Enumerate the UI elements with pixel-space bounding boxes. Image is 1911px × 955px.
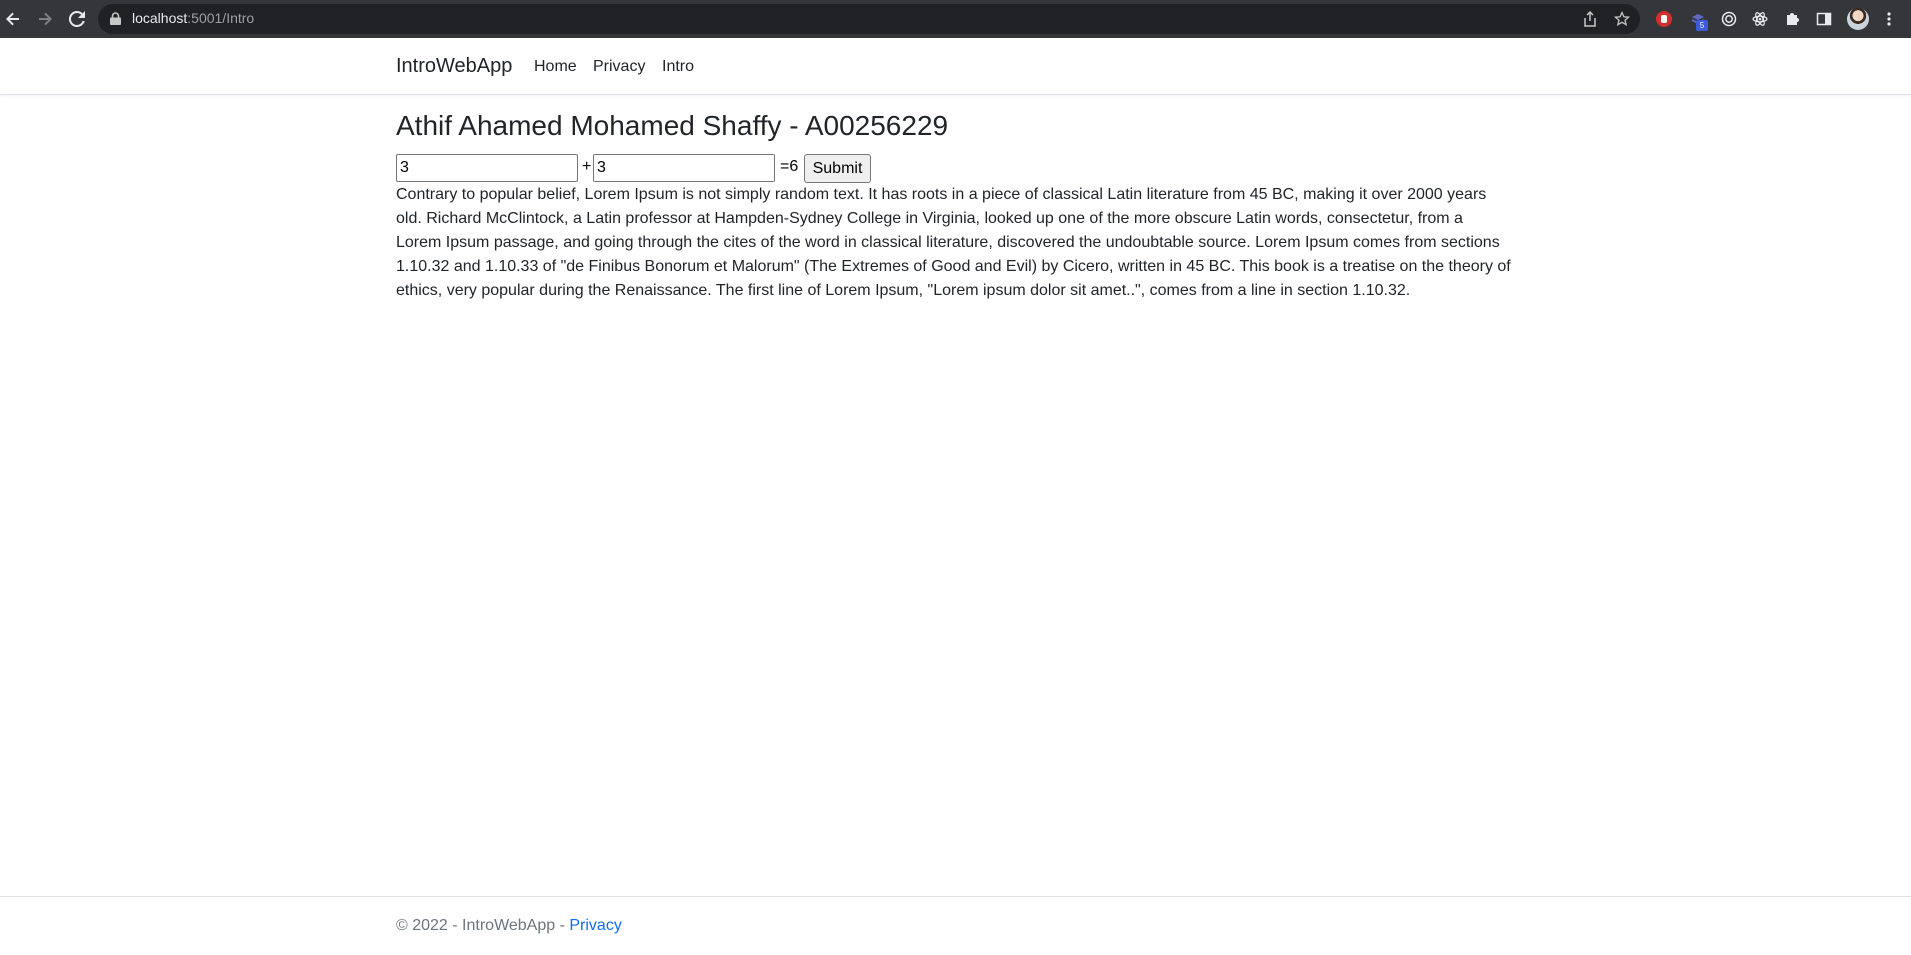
app-navbar: [0, 38, 1911, 95]
puzzle-icon[interactable]: [1782, 9, 1802, 29]
back-icon[interactable]: [0, 6, 26, 32]
sum-result: =6: [780, 158, 799, 175]
forward-icon[interactable]: [32, 6, 58, 32]
nav-link-intro[interactable]: Intro: [662, 58, 695, 75]
footer-privacy-link[interactable]: Privacy: [569, 917, 622, 934]
first-number-input[interactable]: [396, 154, 578, 182]
address-bar[interactable]: [98, 4, 1640, 34]
lock-icon: [110, 12, 121, 30]
sidepanel-icon[interactable]: [1814, 9, 1834, 29]
url-text: [132, 10, 254, 26]
footer-text: [396, 917, 622, 935]
adblock-extension-icon[interactable]: [1654, 9, 1674, 29]
url-host: localhost: [132, 10, 188, 26]
star-icon[interactable]: [1614, 11, 1630, 27]
url-path: :5001/Intro: [187, 10, 255, 26]
second-number-input[interactable]: [593, 154, 775, 182]
react-devtools-icon[interactable]: [1750, 9, 1770, 29]
navbar-brand[interactable]: IntroWebApp: [396, 55, 513, 77]
lorem-paragraph: Contrary to popular belief, Lorem Ipsum is not simply random text. It has roots in a piece of classical Latin literature from 45 BC, making it over 2000 years old. Richard McClintock, a Latin professor at Hampden-Sydney College in Virginia, looked up one of the more obscure Latin words, consectetur, from a Lorem Ipsum passage, and going through the cites of the word in classical literature, discovered the undoubtable source. Lorem Ipsum comes from sections 1.10.32 and 1.10.33 of "de Finibus Bonorum et Malorum" (The Extremes of Good and Evil) by Cicero, written in 45 BC. This book is a treatise on the theory of ethics, very popular during the Renaissance. The first line of Lorem Ipsum, "Lorem ipsum dolor sit amet..", comes from a line in section 1.10.32.: [396, 186, 1511, 299]
share-icon[interactable]: [1583, 11, 1599, 27]
page-footer: [0, 896, 1911, 955]
target-extension-icon[interactable]: [1719, 9, 1739, 29]
page-title: Athif Ahamed Mohamed Shaffy - A00256229: [396, 110, 949, 141]
submit-button[interactable]: Submit: [804, 154, 871, 183]
profile-avatar[interactable]: [1847, 8, 1869, 30]
browser-toolbar: [0, 0, 1911, 38]
nav-link-home[interactable]: Home: [534, 58, 577, 75]
nav-link-privacy[interactable]: Privacy: [593, 58, 646, 75]
menu-icon[interactable]: [1879, 9, 1899, 29]
extension-badge: 5: [1696, 20, 1708, 31]
plus-sign: +: [582, 158, 592, 175]
footer-copyright: © 2022 - IntroWebApp -: [396, 917, 570, 934]
reload-icon[interactable]: [64, 6, 90, 32]
